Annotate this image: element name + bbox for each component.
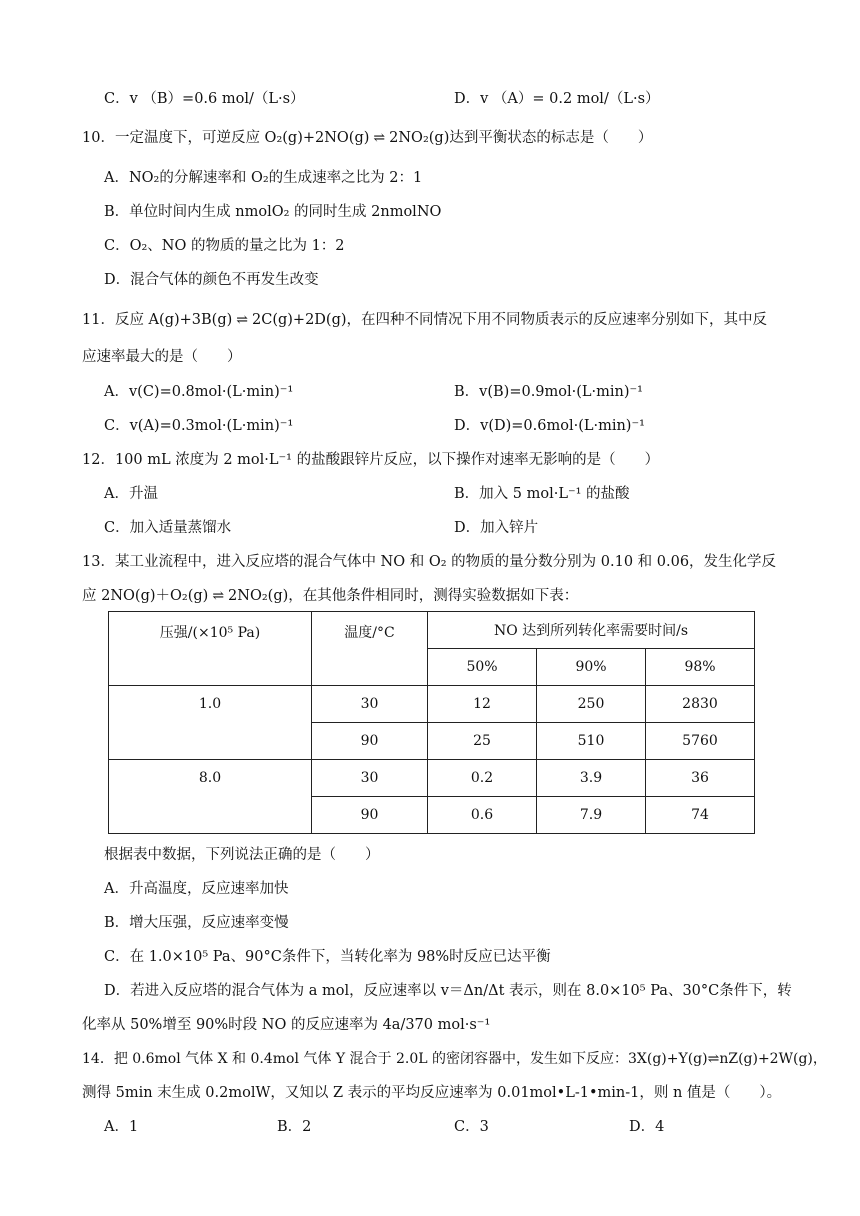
time-cell: 25 <box>428 723 537 760</box>
time-cell: 250 <box>537 686 646 723</box>
question-11-stem-line2: 应速率最大的是（ ） <box>82 349 242 365</box>
header-98: 98% <box>646 649 755 686</box>
time-cell: 3.9 <box>537 760 646 797</box>
time-cell: 0.2 <box>428 760 537 797</box>
question-12-option-a: A．升温 <box>104 486 158 502</box>
question-11-option-c: C．v(A)=0.3mol·(L·min)⁻¹ <box>104 418 294 434</box>
equilibrium-arrow-icon: ⇌ <box>212 588 225 604</box>
table-row <box>109 686 755 723</box>
header-time: NO 达到所列转化率需要时间/s <box>428 612 755 649</box>
question-11-stem <box>82 310 767 330</box>
table-header-row <box>109 612 755 649</box>
q10-stem-pre: 10．一定温度下，可逆反应 O₂(g)+2NO(g) <box>82 130 370 146</box>
pressure-cell: 1.0 <box>109 686 312 760</box>
question-13-option-a: A．升高温度，反应速率加快 <box>104 881 289 897</box>
time-cell: 5760 <box>646 723 755 760</box>
question-13-option-b: B．增大压强，反应速率变慢 <box>104 915 289 931</box>
equilibrium-arrow-icon: ⇌ <box>373 130 386 146</box>
pressure-cell: 8.0 <box>109 760 312 834</box>
header-pressure: 压强/(×10⁵ Pa) <box>109 612 312 686</box>
question-12-option-d: D．加入锌片 <box>454 520 539 536</box>
question-14-option-a: A．1 <box>104 1119 139 1135</box>
experiment-data-table <box>108 611 755 834</box>
time-cell: 2830 <box>646 686 755 723</box>
question-14-option-d: D．4 <box>629 1119 665 1135</box>
time-cell: 36 <box>646 760 755 797</box>
question-10-option-a: A．NO₂的分解速率和 O₂的生成速率之比为 2：1 <box>104 170 423 186</box>
time-cell: 510 <box>537 723 646 760</box>
q11-stem-post: 2C(g)+2D(g)，在四种不同情况下用不同物质表示的反应速率分别如下，其中反 <box>252 312 768 328</box>
header-50: 50% <box>428 649 537 686</box>
equilibrium-arrow-icon: ⇌ <box>236 312 248 328</box>
q13-stem-post: 2NO₂(g)，在其他条件相同时，测得实验数据如下表： <box>228 588 579 604</box>
time-cell: 0.6 <box>428 797 537 834</box>
time-cell: 12 <box>428 686 537 723</box>
q13-stem-pre: 应 2NO(g)＋O₂(g) <box>82 588 209 604</box>
question-12-stem: 12．100 mL 浓度为 2 mol·L⁻¹ 的盐酸跟锌片反应，以下操作对速率无影响的是（ ） <box>82 452 660 468</box>
header-temperature: 温度/°C <box>312 612 428 686</box>
question-11-option-a: A．v(C)=0.8mol·(L·min)⁻¹ <box>104 384 294 400</box>
header-90: 90% <box>537 649 646 686</box>
question-10-option-d: D．混合气体的颜色不再发生改变 <box>104 272 319 288</box>
question-14-option-c: C．3 <box>454 1119 489 1135</box>
question-14-option-b: B．2 <box>277 1119 312 1135</box>
question-13-stem-line2 <box>82 586 578 606</box>
question-11-option-d: D．v(D)=0.6mol·(L·min)⁻¹ <box>454 418 645 434</box>
question-9-option-d: D．v （A）= 0.2 mol/（L·s） <box>454 91 660 107</box>
question-13-stem: 13．某工业流程中，进入反应塔的混合气体中 NO 和 O₂ 的物质的量分数分别为 0.10 和 0.06，发生化学反 <box>82 554 777 570</box>
question-13-option-d-line2: 化率从 50%增至 90%时段 NO 的反应速率为 4a/370 mol·s⁻¹ <box>82 1017 491 1033</box>
time-cell: 7.9 <box>537 797 646 834</box>
question-10-option-b: B．单位时间内生成 nmolO₂ 的同时生成 2nmolNO <box>104 204 442 220</box>
temp-cell: 90 <box>312 797 428 834</box>
question-14-stem-line2: 测得 5min 末生成 0.2molW，又知以 Z 表示的平均反应速率为 0.01mol•L-1•min-1，则 n 值是（ ）。 <box>82 1085 782 1101</box>
q10-stem-post: 2NO₂(g)达到平衡状态的标志是（ ） <box>389 130 653 146</box>
question-9-option-c: C．v （B）=0.6 mol/（L·s） <box>104 91 305 107</box>
time-cell: 74 <box>646 797 755 834</box>
temp-cell: 30 <box>312 686 428 723</box>
question-12-option-c: C．加入适量蒸馏水 <box>104 520 232 536</box>
question-13-prompt: 根据表中数据，下列说法正确的是（ ） <box>104 847 380 863</box>
question-12-option-b: B．加入 5 mol·L⁻¹ 的盐酸 <box>454 486 630 502</box>
question-13-option-c: C．在 1.0×10⁵ Pa、90°C条件下，当转化率为 98%时反应已达平衡 <box>104 949 551 965</box>
question-13-option-d: D．若进入反应塔的混合气体为 a mol，反应速率以 v＝Δn/Δt 表示，则在 8.0×10⁵ Pa、30°C条件下，转 <box>104 983 792 999</box>
temp-cell: 90 <box>312 723 428 760</box>
question-11-option-b: B．v(B)=0.9mol·(L·min)⁻¹ <box>454 384 643 400</box>
question-14-stem: 14．把 0.6mol 气体 X 和 0.4mol 气体 Y 混合于 2.0L 的密闭容器中，发生如下反应：3X(g)+Y(g)⇌nZ(g)+2W(g)， <box>82 1051 827 1067</box>
table-row <box>109 760 755 797</box>
temp-cell: 30 <box>312 760 428 797</box>
question-10-option-c: C．O₂、NO 的物质的量之比为 1：2 <box>104 238 345 254</box>
question-10-stem <box>82 128 652 148</box>
q11-stem-pre: 11．反应 A(g)+3B(g) <box>82 312 233 328</box>
